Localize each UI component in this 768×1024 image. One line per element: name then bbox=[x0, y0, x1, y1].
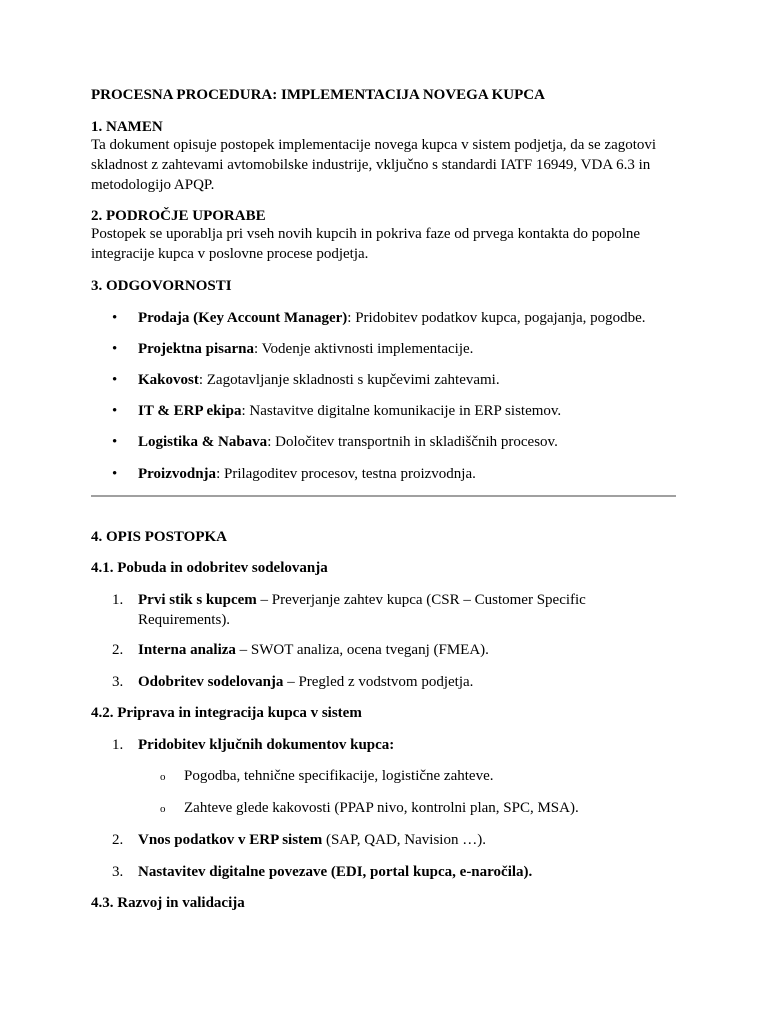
step-term: Pridobitev ključnih dokumentov kupca: bbox=[138, 737, 395, 753]
responsibility-desc: : Prilagoditev procesov, testna proizvodnja. bbox=[216, 466, 476, 482]
step-desc: (SAP, QAD, Navision …). bbox=[322, 832, 486, 848]
section-2-heading: 2. PODROČJE UPORABE bbox=[91, 208, 266, 224]
section-1-text: Ta dokument opisuje postopek implementacije novega kupca v sistem podjetja, da se zagotovi skladnost z zahtevami avtomobilske industrije, vključno s standardi IATF 16949, VDA 6.3 in metodologijo APQP. bbox=[91, 137, 657, 193]
responsibility-desc: : Vodenje aktivnosti implementacije. bbox=[253, 341, 474, 357]
responsibility-desc: : Določitev transportnih in skladiščnih procesov. bbox=[267, 434, 558, 450]
responsibility-desc: : Pridobitev podatkov kupca, pogajanja, pogodbe. bbox=[347, 310, 646, 326]
responsibility-desc: : Zagotavljanje skladnosti s kupčevimi zahtevami. bbox=[198, 372, 500, 388]
bullet-icon: • bbox=[112, 310, 118, 326]
step-desc: – Pregled z vodstvom podjetja. bbox=[283, 674, 474, 690]
list-number: 2. bbox=[112, 832, 124, 848]
subsection-4-1-heading: 4.1. Pobuda in odobritev sodelovanja bbox=[91, 560, 328, 576]
list-number: 2. bbox=[112, 642, 124, 658]
step-term: Prvi stik s kupcem bbox=[138, 592, 257, 608]
responsibility-term: Prodaja (Key Account Manager) bbox=[138, 310, 348, 326]
subsection-4-2-heading: 4.2. Priprava in integracija kupca v sistem bbox=[91, 705, 362, 721]
section-2-text: Postopek se uporablja pri vseh novih kupcih in pokriva faze od prvega kontakta do popolne integracije kupca v poslovne procese podjetja. bbox=[91, 226, 641, 262]
responsibility-desc: : Nastavitve digitalne komunikacije in ERP sistemov. bbox=[241, 403, 562, 419]
responsibility-term: Proizvodnja bbox=[138, 466, 217, 482]
responsibility-term: Kakovost bbox=[138, 372, 199, 388]
responsibility-term: IT & ERP ekipa bbox=[138, 403, 242, 419]
bullet-icon: • bbox=[112, 341, 118, 357]
document-title: PROCESNA PROCEDURA: IMPLEMENTACIJA NOVEGA KUPCA bbox=[91, 87, 545, 103]
bullet-icon: • bbox=[112, 403, 118, 419]
bullet-icon: • bbox=[112, 434, 118, 450]
sub-list-text: Pogodba, tehnične specifikacije, logistične zahteve. bbox=[184, 768, 494, 784]
list-number: 1. bbox=[112, 737, 124, 753]
list-number: 3. bbox=[112, 864, 124, 880]
step-desc: – Preverjanje zahtev kupca (CSR – Customer Specific Requirements). bbox=[138, 592, 586, 628]
responsibility-term: Projektna pisarna bbox=[138, 341, 254, 357]
section-4-heading: 4. OPIS POSTOPKA bbox=[91, 529, 227, 545]
responsibility-term: Logistika & Nabava bbox=[138, 434, 268, 450]
list-number: 3. bbox=[112, 674, 124, 690]
section-1-heading: 1. NAMEN bbox=[91, 119, 163, 135]
step-term: Odobritev sodelovanja bbox=[138, 674, 284, 690]
step-term: Vnos podatkov v ERP sistem bbox=[138, 832, 323, 848]
bullet-icon: • bbox=[112, 372, 118, 388]
step-term: Interna analiza bbox=[138, 642, 236, 658]
sub-list-text: Zahteve glede kakovosti (PPAP nivo, kontrolni plan, SPC, MSA). bbox=[184, 800, 579, 816]
section-3-heading: 3. ODGOVORNOSTI bbox=[91, 278, 232, 294]
bullet-icon: • bbox=[112, 466, 118, 482]
horizontal-divider bbox=[91, 495, 676, 497]
subsection-4-3-heading: 4.3. Razvoj in validacija bbox=[91, 895, 245, 911]
circle-bullet-icon: o bbox=[160, 771, 166, 783]
step-term: Nastavitev digitalne povezave (EDI, portal kupca, e-naročila). bbox=[138, 864, 533, 880]
circle-bullet-icon: o bbox=[160, 803, 166, 815]
list-number: 1. bbox=[112, 592, 124, 608]
step-desc: – SWOT analiza, ocena tveganj (FMEA). bbox=[235, 642, 489, 658]
